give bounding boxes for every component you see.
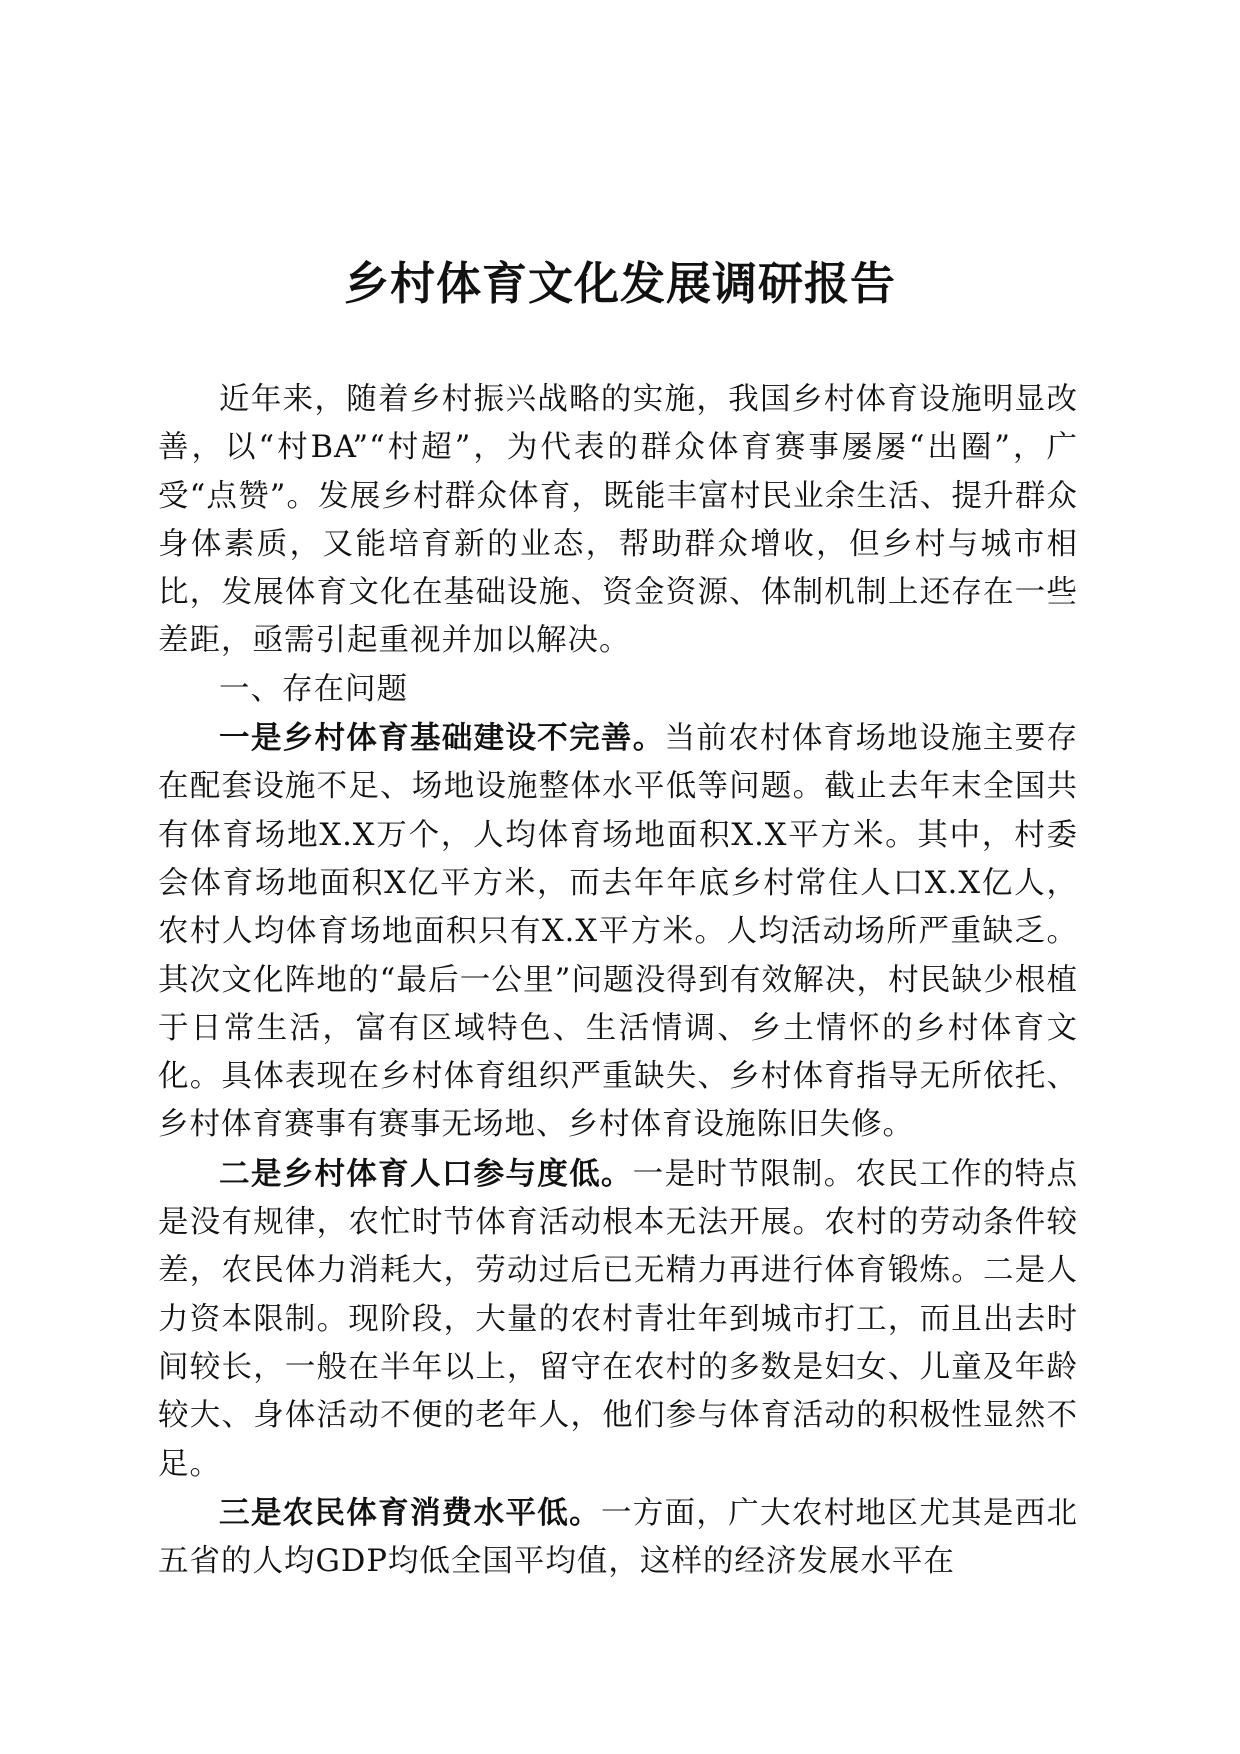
problem-2-lead: 二是乡村体育人口参与度低。: [219, 1155, 633, 1192]
problem-3-lead: 三是农民体育消费水平低。: [219, 1494, 601, 1531]
document-body: [158, 376, 1078, 1586]
problem-paragraph-2: [158, 1150, 1078, 1489]
intro-paragraph: 近年来，随着乡村振兴战略的实施，我国乡村体育设施明显改善，以“村BA”“村超”，为代表的群众体育赛事屡屡“出圈”，广受“点赞”。发展乡村群众体育，既能丰富村民业余生活、提升群众身体素质，又能培育新的业态，帮助群众增收，但乡村与城市相比，发展体育文化在基础设施、资金资源、体制机制上还存在一些差距，亟需引起重视并加以解决。: [158, 382, 1078, 659]
page-title: 乡村体育文化发展调研报告: [343, 257, 896, 310]
problem-paragraph-3: [158, 1489, 1078, 1587]
section-heading: 一、存在问题: [219, 671, 408, 707]
problem-paragraph-1: [158, 714, 1078, 1150]
problem-1-lead: 一是乡村体育基础建设不完善。: [219, 720, 665, 757]
problem-2-text: 一是时节限制。农民工作的特点是没有规律，农忙时节体育活动根本无法开展。农村的劳动条件较差，农民体力消耗大，劳动过后已无精力再进行体育锻炼。二是人力资本限制。现阶段，大量的农村青壮年到城市打工，而且出去时间较长，一般在半年以上，留守在农村的多数是妇女、儿童及年龄较大、身体活动不便的老年人，他们参与体育活动的积极性显然不足。: [158, 1156, 1078, 1482]
problem-3-text: 一方面，广大农村地区尤其是西北五省的人均GDP均低全国平均值，这样的经济发展水平在: [158, 1495, 1079, 1580]
problem-1-text: 当前农村体育场地设施主要存在配套设施不足、场地设施整体水平低等问题。截止去年末全国共有体育场地X.X万个，人均体育场地面积X.X平方米。其中，村委会体育场地面积X亿平方米，而去年年底乡村常住人口X.X亿人，农村人均体育场地面积只有X.X平方米。人均活动场所严重缺乏。其次文化阵地的“最后一公里”问题没得到有效解决，村民缺少根植于日常生活，富有区域特色、生活情调、乡土情怀的乡村体育文化。具体表现在乡村体育组织严重缺失、乡村体育指导无所依托、乡村体育赛事有赛事无场地、乡村体育设施陈旧失修。: [158, 721, 1079, 1143]
